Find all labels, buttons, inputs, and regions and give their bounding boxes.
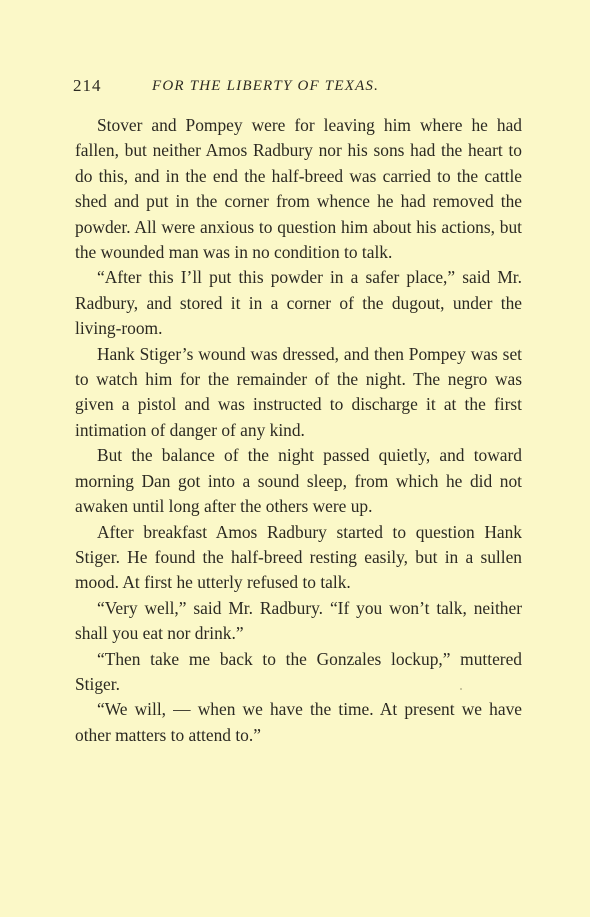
page-number: 214 — [73, 76, 102, 95]
paragraph: Stover and Pompey were for leaving him where he had fallen, but neither Amos Radbury nor his sons had the heart to do this, and in the end the half-breed was carried to the cattle shed and put in the corner from whence he had removed the powder. All were anxious to question him about his actions, but the wounded man was in no condition to talk. — [75, 115, 522, 263]
body-text — [75, 113, 522, 748]
running-head — [73, 74, 523, 98]
paragraph: “We will, — when we have the time. At present we have other matters to attend to.” — [75, 699, 522, 745]
book-title: FOR THE LIBERTY OF TEXAS. — [152, 78, 380, 94]
paragraph: “Then take me back to the Gonzales lockup,” muttered Stiger. — [75, 648, 522, 694]
paragraph: “Very well,” said Mr. Radbury. “If you won’t talk, neither shall you eat nor drink.” — [75, 597, 522, 644]
paragraph: After breakfast Amos Radbury started to question Hank Stiger. He found the half-breed resting easily, but in a sullen mood. At first he utterly refused to talk. — [75, 521, 522, 593]
paper-speck — [460, 688, 462, 690]
paragraph: “After this I’ll put this powder in a safer place,” said Mr. Radbury, and stored it in a corner of the dugout, under the living-room. — [75, 267, 522, 339]
paragraph: Hank Stiger’s wound was dressed, and then Pompey was set to watch him for the remainder of the night. The negro was given a pistol and was instructed to discharge it at the first intimation of danger of any kind. — [75, 343, 522, 440]
paragraph: But the balance of the night passed quietly, and toward morning Dan got into a sound sleep, from which he did not awaken until long after the others were up. — [75, 445, 522, 517]
